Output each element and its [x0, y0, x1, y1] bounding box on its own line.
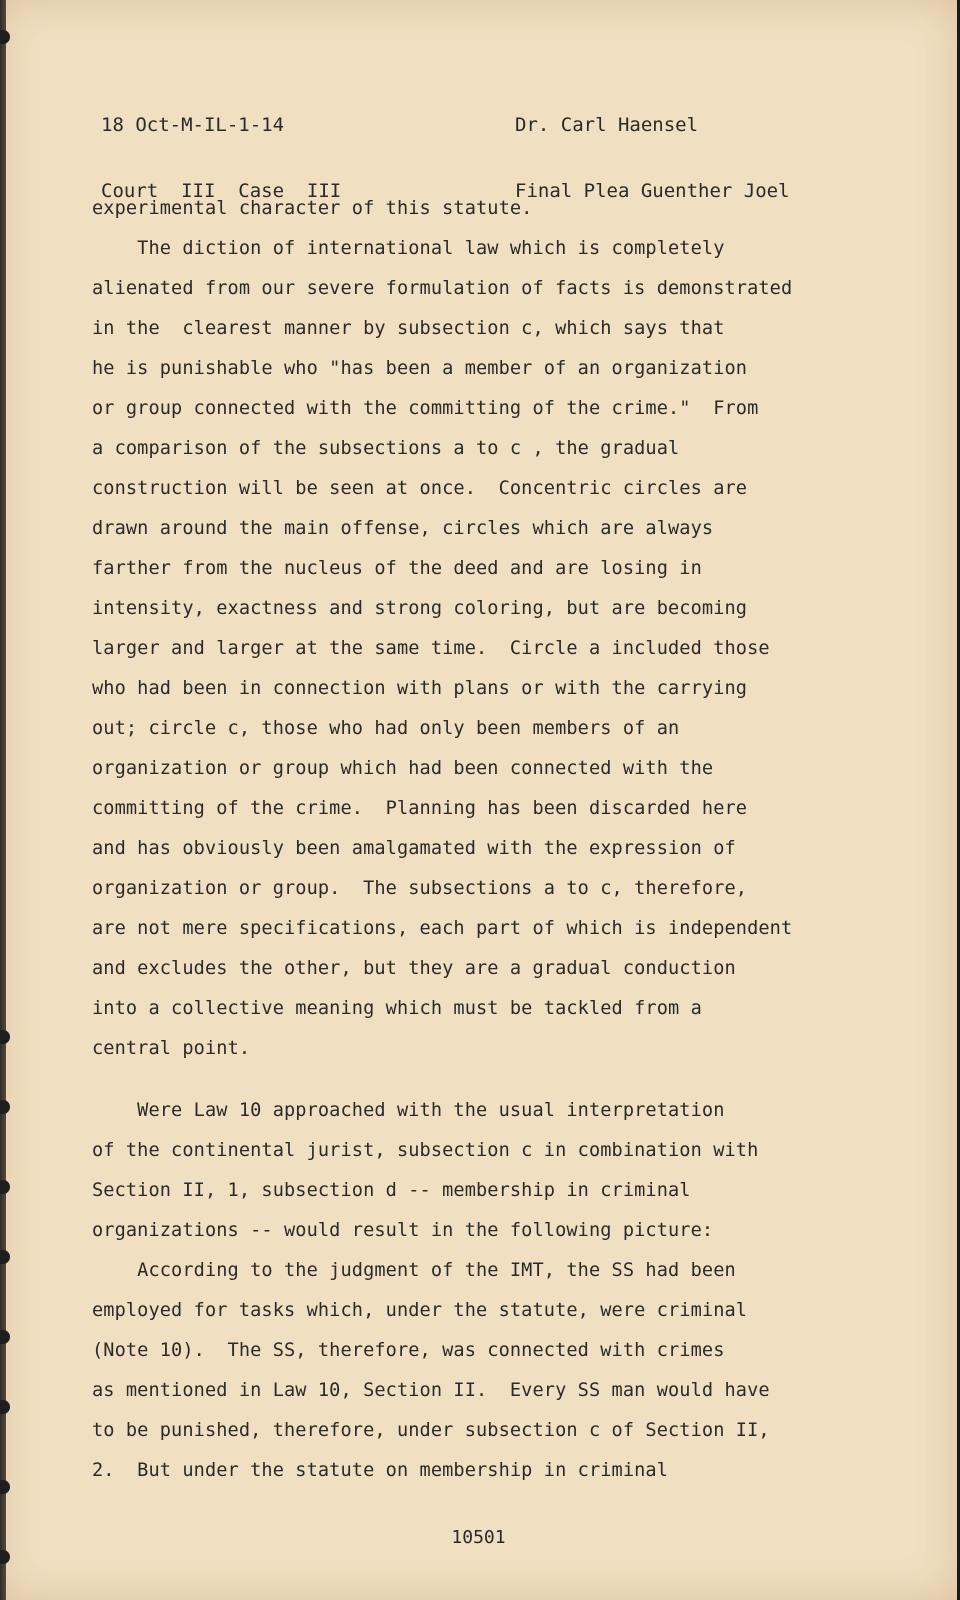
document-title: Final Plea Guenther Joel	[515, 180, 790, 202]
body-line: and excludes the other, but they are a gradual conduction	[92, 958, 736, 979]
body-line: drawn around the main offense, circles which are always	[92, 518, 714, 539]
body-line	[92, 1069, 912, 1091]
body-line: of the continental jurist, subsection c in combination with	[92, 1140, 759, 1161]
body-line: construction will be seen at once. Concentric circles are	[92, 478, 748, 499]
body-line: organization or group. The subsections a to c, therefore,	[92, 878, 748, 899]
body-line: who had been in connection with plans or with the carrying	[92, 678, 748, 699]
binding-hole	[0, 30, 10, 44]
body-line: 2. But under the statute on membership in criminal	[92, 1460, 669, 1481]
body-line: farther from the nucleus of the deed and are losing in	[92, 558, 702, 579]
body-line: The diction of international law which is completely	[92, 238, 725, 259]
binding-hole	[0, 1330, 10, 1344]
body-line: in the clearest manner by subsection c, which says that	[92, 318, 725, 339]
binding-hole	[0, 1480, 10, 1494]
binding-hole	[0, 1550, 10, 1564]
body-line: Section II, 1, subsection d -- membership in criminal	[92, 1180, 691, 1201]
body-line: Were Law 10 approached with the usual interpretation	[92, 1100, 725, 1121]
body-line: out; circle c, those who had only been members of an	[92, 718, 680, 739]
body-line: central point.	[92, 1038, 251, 1059]
body-text	[92, 189, 912, 1491]
body-line: committing of the crime. Planning has been discarded here	[92, 798, 748, 819]
author-name: Dr. Carl Haensel	[515, 114, 699, 136]
body-line: to be punished, therefore, under subsection c of Section II,	[92, 1420, 770, 1441]
body-line: employed for tasks which, under the statute, were criminal	[92, 1300, 748, 1321]
binding-hole	[0, 1250, 10, 1264]
binding-edge	[0, 0, 6, 1600]
body-line: organizations -- would result in the following picture:	[92, 1220, 714, 1241]
body-line: as mentioned in Law 10, Section II. Every SS man would have	[92, 1380, 770, 1401]
binding-hole	[0, 1100, 10, 1114]
binding-hole	[0, 1030, 10, 1044]
body-line: intensity, exactness and strong coloring, but are becoming	[92, 598, 748, 619]
body-line: and has obviously been amalgamated with the expression of	[92, 838, 736, 859]
body-line: (Note 10). The SS, therefore, was connected with crimes	[92, 1340, 725, 1361]
court-case: Court III Case III	[101, 180, 342, 202]
binding-hole	[0, 1400, 10, 1414]
body-line: or group connected with the committing of the crime." From	[92, 398, 759, 419]
body-line: experimental character of this statute.	[92, 198, 533, 219]
document-reference: 18 Oct-M-IL-1-14	[101, 114, 285, 136]
body-line: According to the judgment of the IMT, the SS had been	[92, 1260, 736, 1281]
body-line: alienated from our severe formulation of facts is demonstrated	[92, 278, 793, 299]
page-number: 10501	[451, 1527, 506, 1548]
body-line: larger and larger at the same time. Circle a included those	[92, 638, 770, 659]
body-line: into a collective meaning which must be tackled from a	[92, 998, 702, 1019]
body-line: organization or group which had been connected with the	[92, 758, 714, 779]
binding-hole	[0, 1180, 10, 1194]
body-line: are not mere specifications, each part of which is independent	[92, 918, 793, 939]
body-line: he is punishable who "has been a member of an organization	[92, 358, 748, 379]
body-line: a comparison of the subsections a to c , the gradual	[92, 438, 680, 459]
